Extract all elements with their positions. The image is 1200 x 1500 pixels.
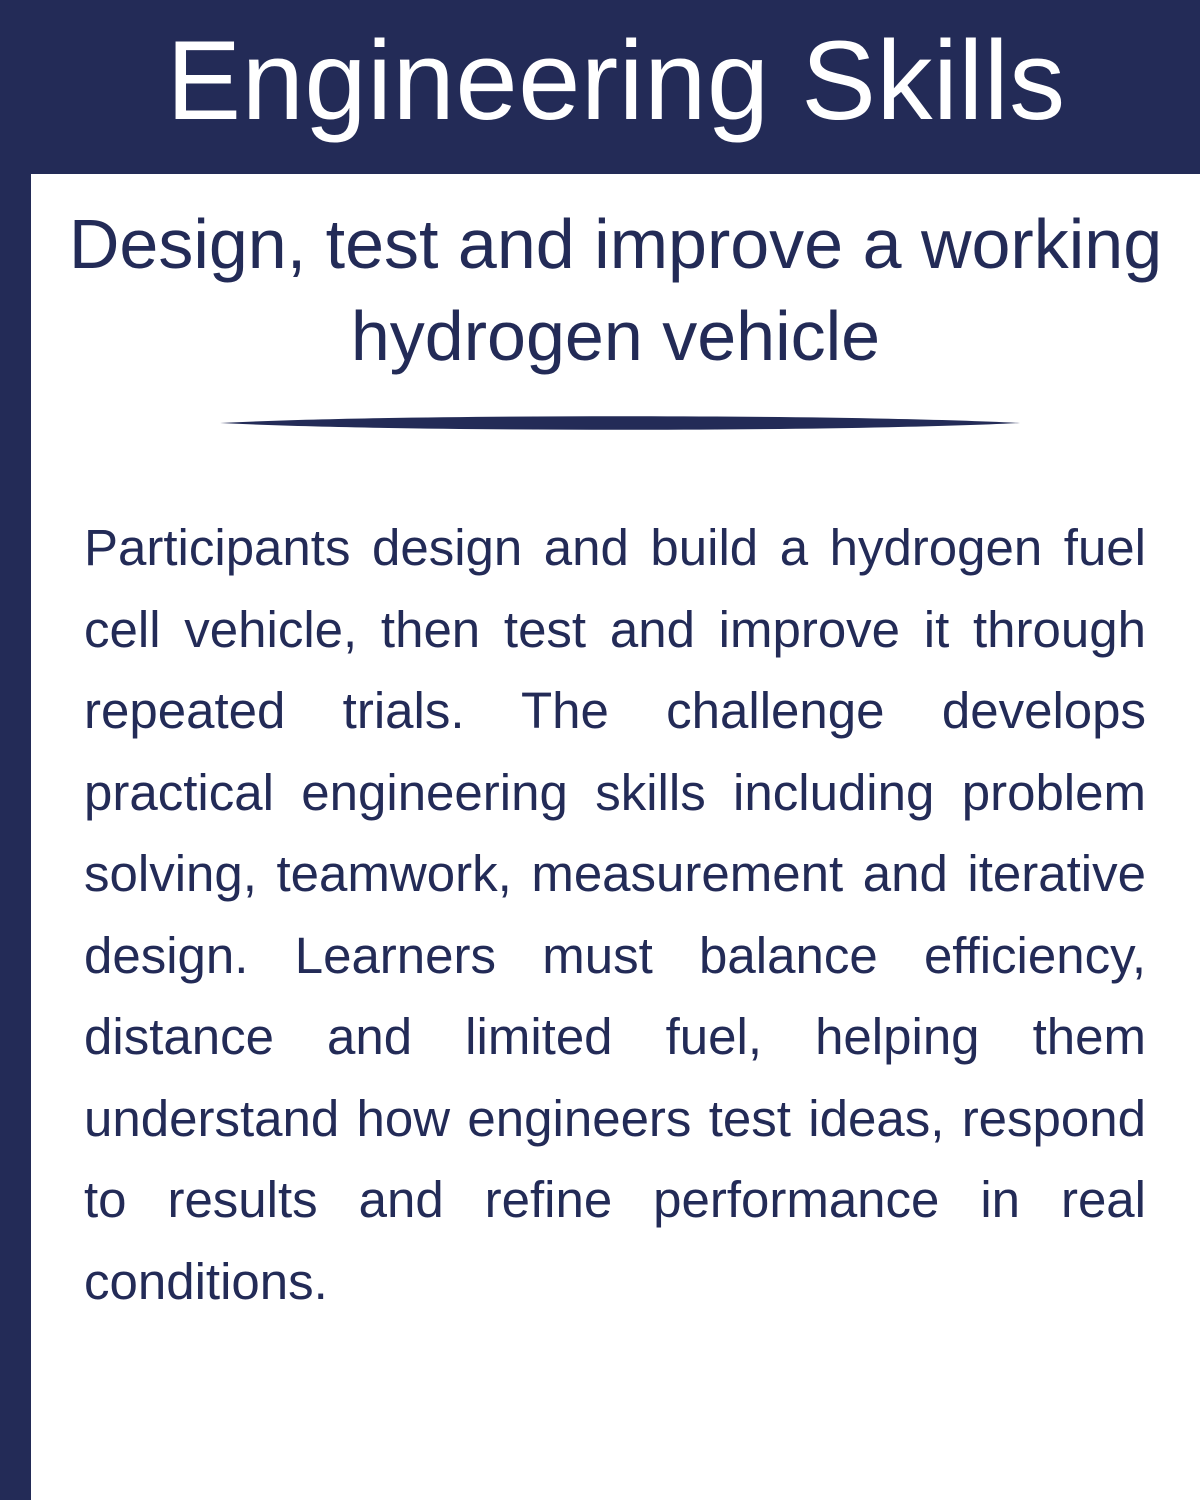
left-accent-bar bbox=[0, 0, 31, 1500]
page-subtitle: Design, test and improve a working hydrogen vehicle bbox=[68, 205, 1163, 375]
description-paragraph: Participants design and build a hydrogen fuel cell vehicle, then test and improve it through repeated trials. The challenge develops practical engineering skills including problem solving, teamwork, measurement and iterative design. Learners must balance efficiency, distance and limited fuel, helping them understand how engineers test ideas, respond to results and refine performance in real conditions. bbox=[84, 519, 1146, 1310]
decorative-divider bbox=[220, 410, 1020, 436]
title-banner bbox=[0, 0, 1200, 174]
page-title: Engineering Skills bbox=[166, 18, 1066, 143]
